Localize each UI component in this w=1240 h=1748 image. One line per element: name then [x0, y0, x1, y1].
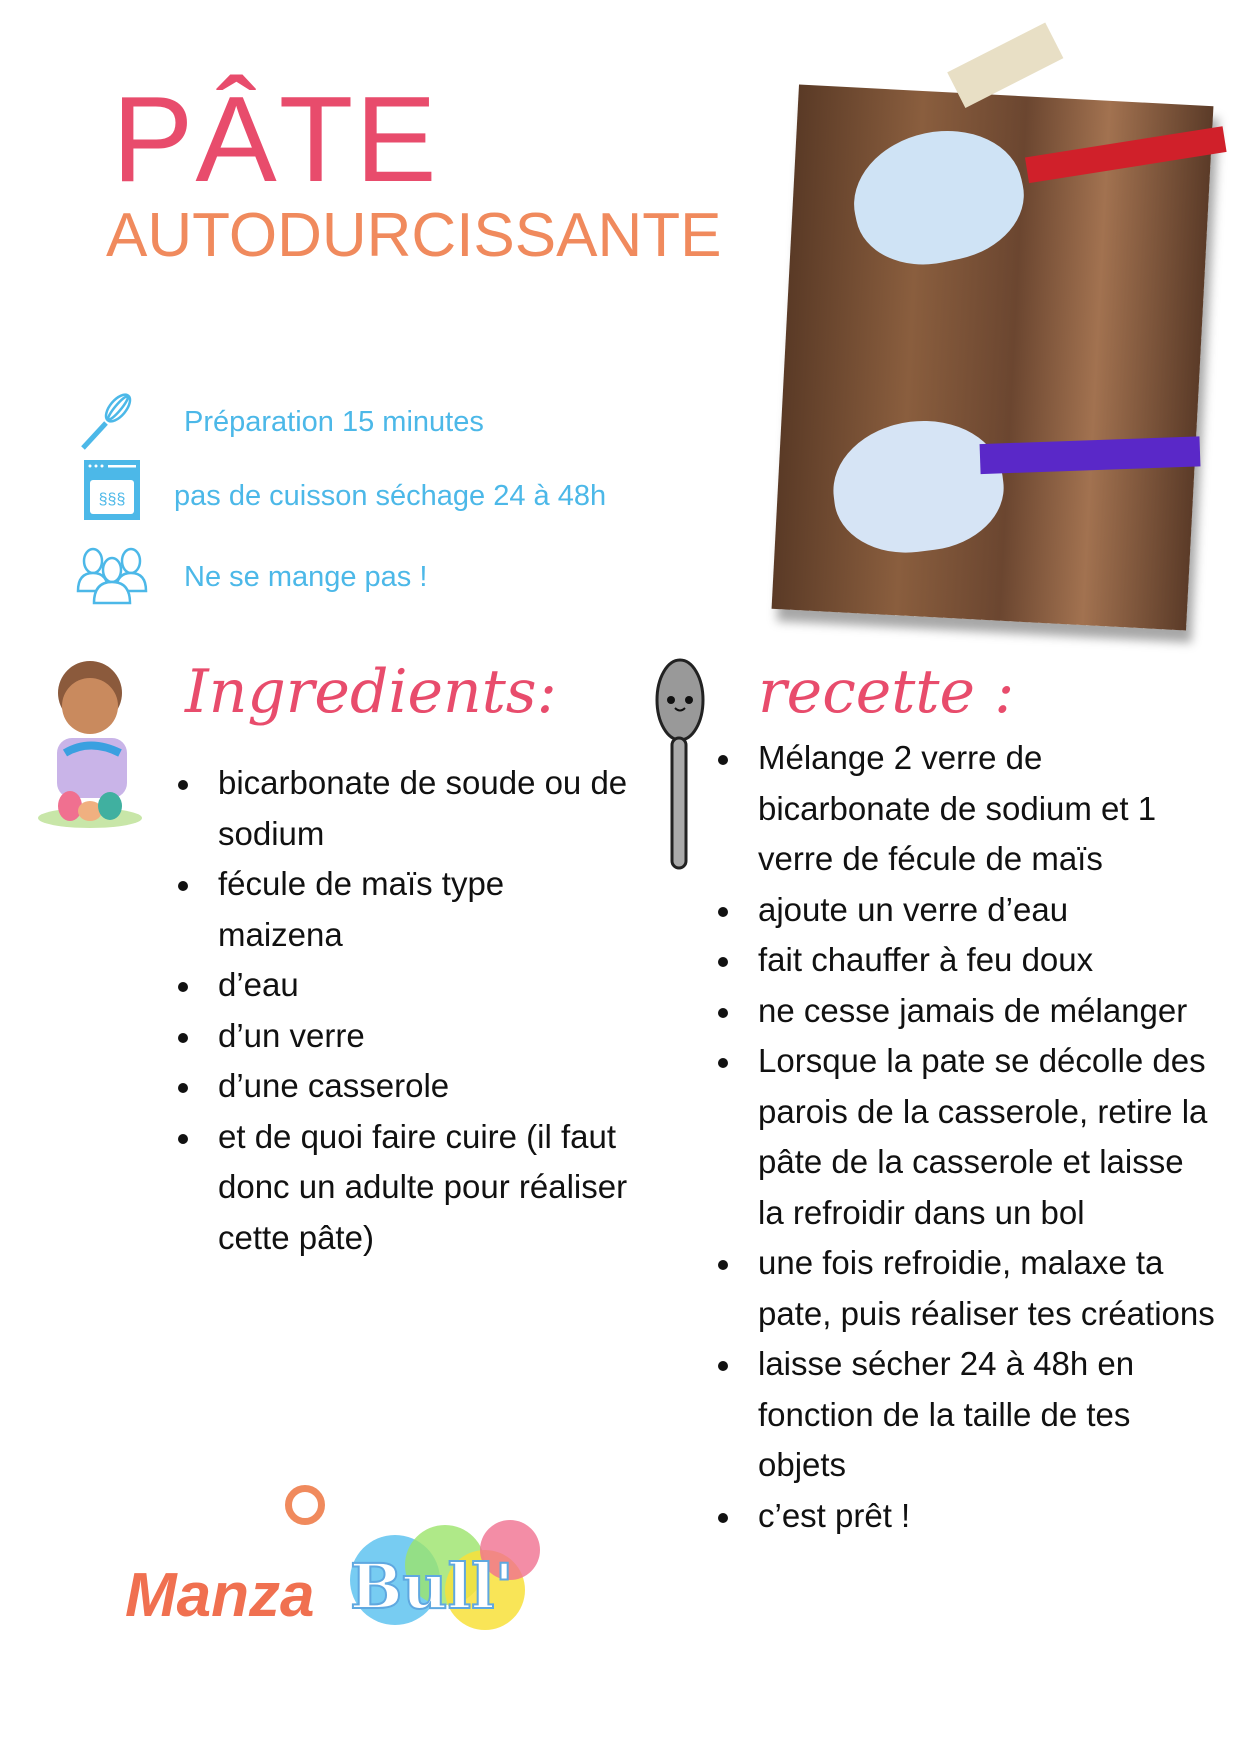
list-item: Lorsque la pate se décolle des parois de la casserole, retire la pâte de la casserole et laisse la refroidir dans un bol: [758, 1036, 1218, 1238]
list-item: laisse sécher 24 à 48h en fonction de la taille de tes objets: [758, 1339, 1218, 1491]
whisk-icon: [78, 390, 138, 450]
info-cooking: pas de cuisson séchage 24 à 48h: [174, 480, 607, 512]
list-item: d’un verre: [218, 1011, 638, 1062]
child-illustration: [35, 648, 150, 833]
list-item: et de quoi faire cuire (il faut donc un adulte pour réaliser cette pâte): [218, 1112, 638, 1264]
recipe-heading: recette :: [758, 657, 1015, 727]
logo-text-manza: Manza: [125, 1561, 315, 1630]
list-item: Mélange 2 verre de bicarbonate de sodium et 1 verre de fécule de maïs: [758, 733, 1218, 885]
logo-text-bull: Bull': [350, 1550, 514, 1623]
list-item: d’eau: [218, 960, 638, 1011]
spoon-icon: [645, 658, 715, 878]
list-item: ne cesse jamais de mélanger: [758, 986, 1218, 1037]
title-sub: AUTODURCISSANTE: [106, 201, 722, 270]
manzabull-logo: [125, 1480, 585, 1660]
ingredients-list: [218, 758, 638, 1263]
list-item: ajoute un verre d’eau: [758, 885, 1218, 936]
heart-ornaments-photo: [772, 85, 1214, 631]
list-item: fait chauffer à feu doux: [758, 935, 1218, 986]
ingredients-heading: Ingredients:: [185, 657, 557, 727]
recipe-steps-list: [758, 733, 1218, 1541]
info-edible: Ne se mange pas !: [184, 561, 428, 593]
info-prep: Préparation 15 minutes: [184, 406, 484, 438]
list-item: bicarbonate de soude ou de sodium: [218, 758, 638, 859]
list-item: fécule de maïs type maizena: [218, 859, 638, 960]
list-item: d’une casserole: [218, 1061, 638, 1112]
svg-text:§§§: §§§: [98, 491, 126, 508]
oven-icon: [84, 460, 140, 520]
list-item: une fois refroidie, malaxe ta pate, puis réaliser tes créations: [758, 1238, 1218, 1339]
title-main: PÂTE: [112, 71, 439, 207]
list-item: c’est prêt !: [758, 1491, 1218, 1542]
people-icon: [76, 545, 150, 605]
